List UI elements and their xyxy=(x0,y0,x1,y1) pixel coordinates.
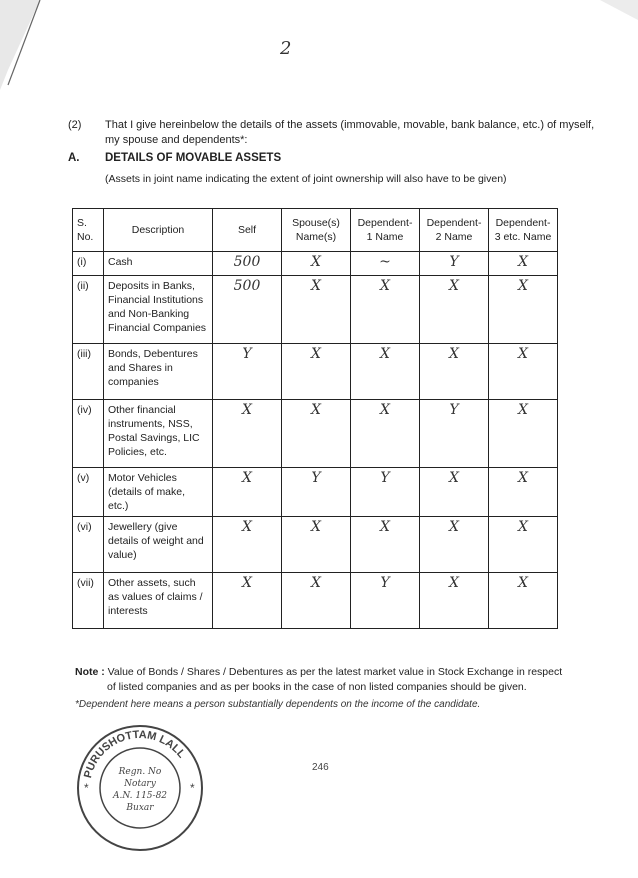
header-dependent-3: Dependent-3 etc. Name xyxy=(489,209,558,252)
cell-dependent-2: X xyxy=(420,517,489,573)
table-row xyxy=(73,252,558,276)
cell-dependent-3: X xyxy=(489,344,558,400)
row-description: Motor Vehicles (details of make, etc.) xyxy=(104,468,213,517)
row-description: Jewellery (give details of weight and value) xyxy=(104,517,213,573)
row-sno: (iv) xyxy=(73,400,104,468)
svg-text:*: * xyxy=(190,781,195,795)
cell-dependent-3: X xyxy=(489,468,558,517)
cell-dependent-2: X xyxy=(420,276,489,344)
table-row xyxy=(73,573,558,629)
row-sno: (vii) xyxy=(73,573,104,629)
cell-spouse: X xyxy=(282,344,351,400)
cell-dependent-1: ~ xyxy=(351,252,420,276)
cell-dependent-3: X xyxy=(489,276,558,344)
cell-dependent-3: X xyxy=(489,400,558,468)
note-line-2: of listed companies and as per books in the case of non listed companies should be given. xyxy=(107,681,527,693)
cell-spouse: X xyxy=(282,252,351,276)
cell-self: X xyxy=(213,468,282,517)
cell-dependent-3: X xyxy=(489,252,558,276)
cell-spouse: X xyxy=(282,400,351,468)
cell-self: X xyxy=(213,573,282,629)
note-line-1: Value of Bonds / Shares / Debentures as per the latest market value in Stock Exchange in respect xyxy=(107,666,563,678)
cell-dependent-1: X xyxy=(351,344,420,400)
cell-self: 500 xyxy=(213,252,282,276)
svg-text:A.N. 115-82: A.N. 115-82 xyxy=(112,791,168,801)
cell-spouse: Y xyxy=(282,468,351,517)
row-sno: (i) xyxy=(73,252,104,276)
cell-dependent-3: X xyxy=(489,573,558,629)
dependent-footnote: *Dependent here means a person substantially dependents on the income of the candidate. xyxy=(75,699,481,710)
cell-self: Y xyxy=(213,344,282,400)
svg-text:Regn. No: Regn. No xyxy=(118,767,162,777)
cell-dependent-1: Y xyxy=(351,573,420,629)
header-dependent-1: Dependent-1 Name xyxy=(351,209,420,252)
cell-dependent-1: Y xyxy=(351,468,420,517)
header-self: Self xyxy=(213,209,282,252)
table-row xyxy=(73,344,558,400)
svg-text:Buxar: Buxar xyxy=(126,803,154,813)
row-sno: (ii) xyxy=(73,276,104,344)
notary-seal xyxy=(70,718,210,858)
row-description: Cash xyxy=(104,252,213,276)
row-description: Other financial instruments, NSS, Postal Savings, LIC Policies, etc. xyxy=(104,400,213,468)
header-description: Description xyxy=(104,209,213,252)
section-subtitle: (Assets in joint name indicating the extent of joint ownership will also have to be given) xyxy=(105,173,507,185)
row-description: Other assets, such as values of claims / interests xyxy=(104,573,213,629)
cell-spouse: X xyxy=(282,517,351,573)
svg-text:*: * xyxy=(84,781,89,795)
header-sno: S. No. xyxy=(73,209,104,252)
table-row xyxy=(73,276,558,344)
cell-dependent-2: X xyxy=(420,468,489,517)
cell-spouse: X xyxy=(282,276,351,344)
cell-dependent-1: X xyxy=(351,517,420,573)
cell-dependent-1: X xyxy=(351,400,420,468)
cell-dependent-3: X xyxy=(489,517,558,573)
paragraph-number: (2) xyxy=(68,119,82,131)
note-label: Note : xyxy=(75,666,105,678)
note-block xyxy=(75,665,575,695)
header-dependent-2: Dependent-2 Name xyxy=(420,209,489,252)
table-row xyxy=(73,517,558,573)
footer-page-number: 246 xyxy=(312,762,329,773)
row-description: Deposits in Banks, Financial Institutions and Non-Banking Financial Companies xyxy=(104,276,213,344)
cell-dependent-2: Y xyxy=(420,400,489,468)
cell-dependent-2: X xyxy=(420,573,489,629)
cell-dependent-1: X xyxy=(351,276,420,344)
paragraph-text: That I give hereinbelow the details of the assets (immovable, movable, bank balance, etc.) of myself, my spouse and dependents*: xyxy=(105,119,595,146)
cell-self: X xyxy=(213,400,282,468)
row-sno: (v) xyxy=(73,468,104,517)
row-sno: (vi) xyxy=(73,517,104,573)
row-description: Bonds, Debentures and Shares in companies xyxy=(104,344,213,400)
table-header-row xyxy=(73,209,558,252)
handwritten-page-number: 2 xyxy=(280,38,292,59)
section-title: DETAILS OF MOVABLE ASSETS xyxy=(105,152,282,164)
cell-dependent-2: X xyxy=(420,344,489,400)
row-sno: (iii) xyxy=(73,344,104,400)
movable-assets-table xyxy=(72,208,558,629)
table-row xyxy=(73,400,558,468)
svg-text:PURUSHOTTAM LALL: PURUSHOTTAM LALL xyxy=(82,728,188,780)
cell-self: X xyxy=(213,517,282,573)
section-letter: A. xyxy=(68,152,80,164)
header-spouse: Spouse(s) Name(s) xyxy=(282,209,351,252)
cell-spouse: X xyxy=(282,573,351,629)
cell-self: 500 xyxy=(213,276,282,344)
svg-text:Notary: Notary xyxy=(124,779,156,789)
table-row xyxy=(73,468,558,517)
cell-dependent-2: Y xyxy=(420,252,489,276)
